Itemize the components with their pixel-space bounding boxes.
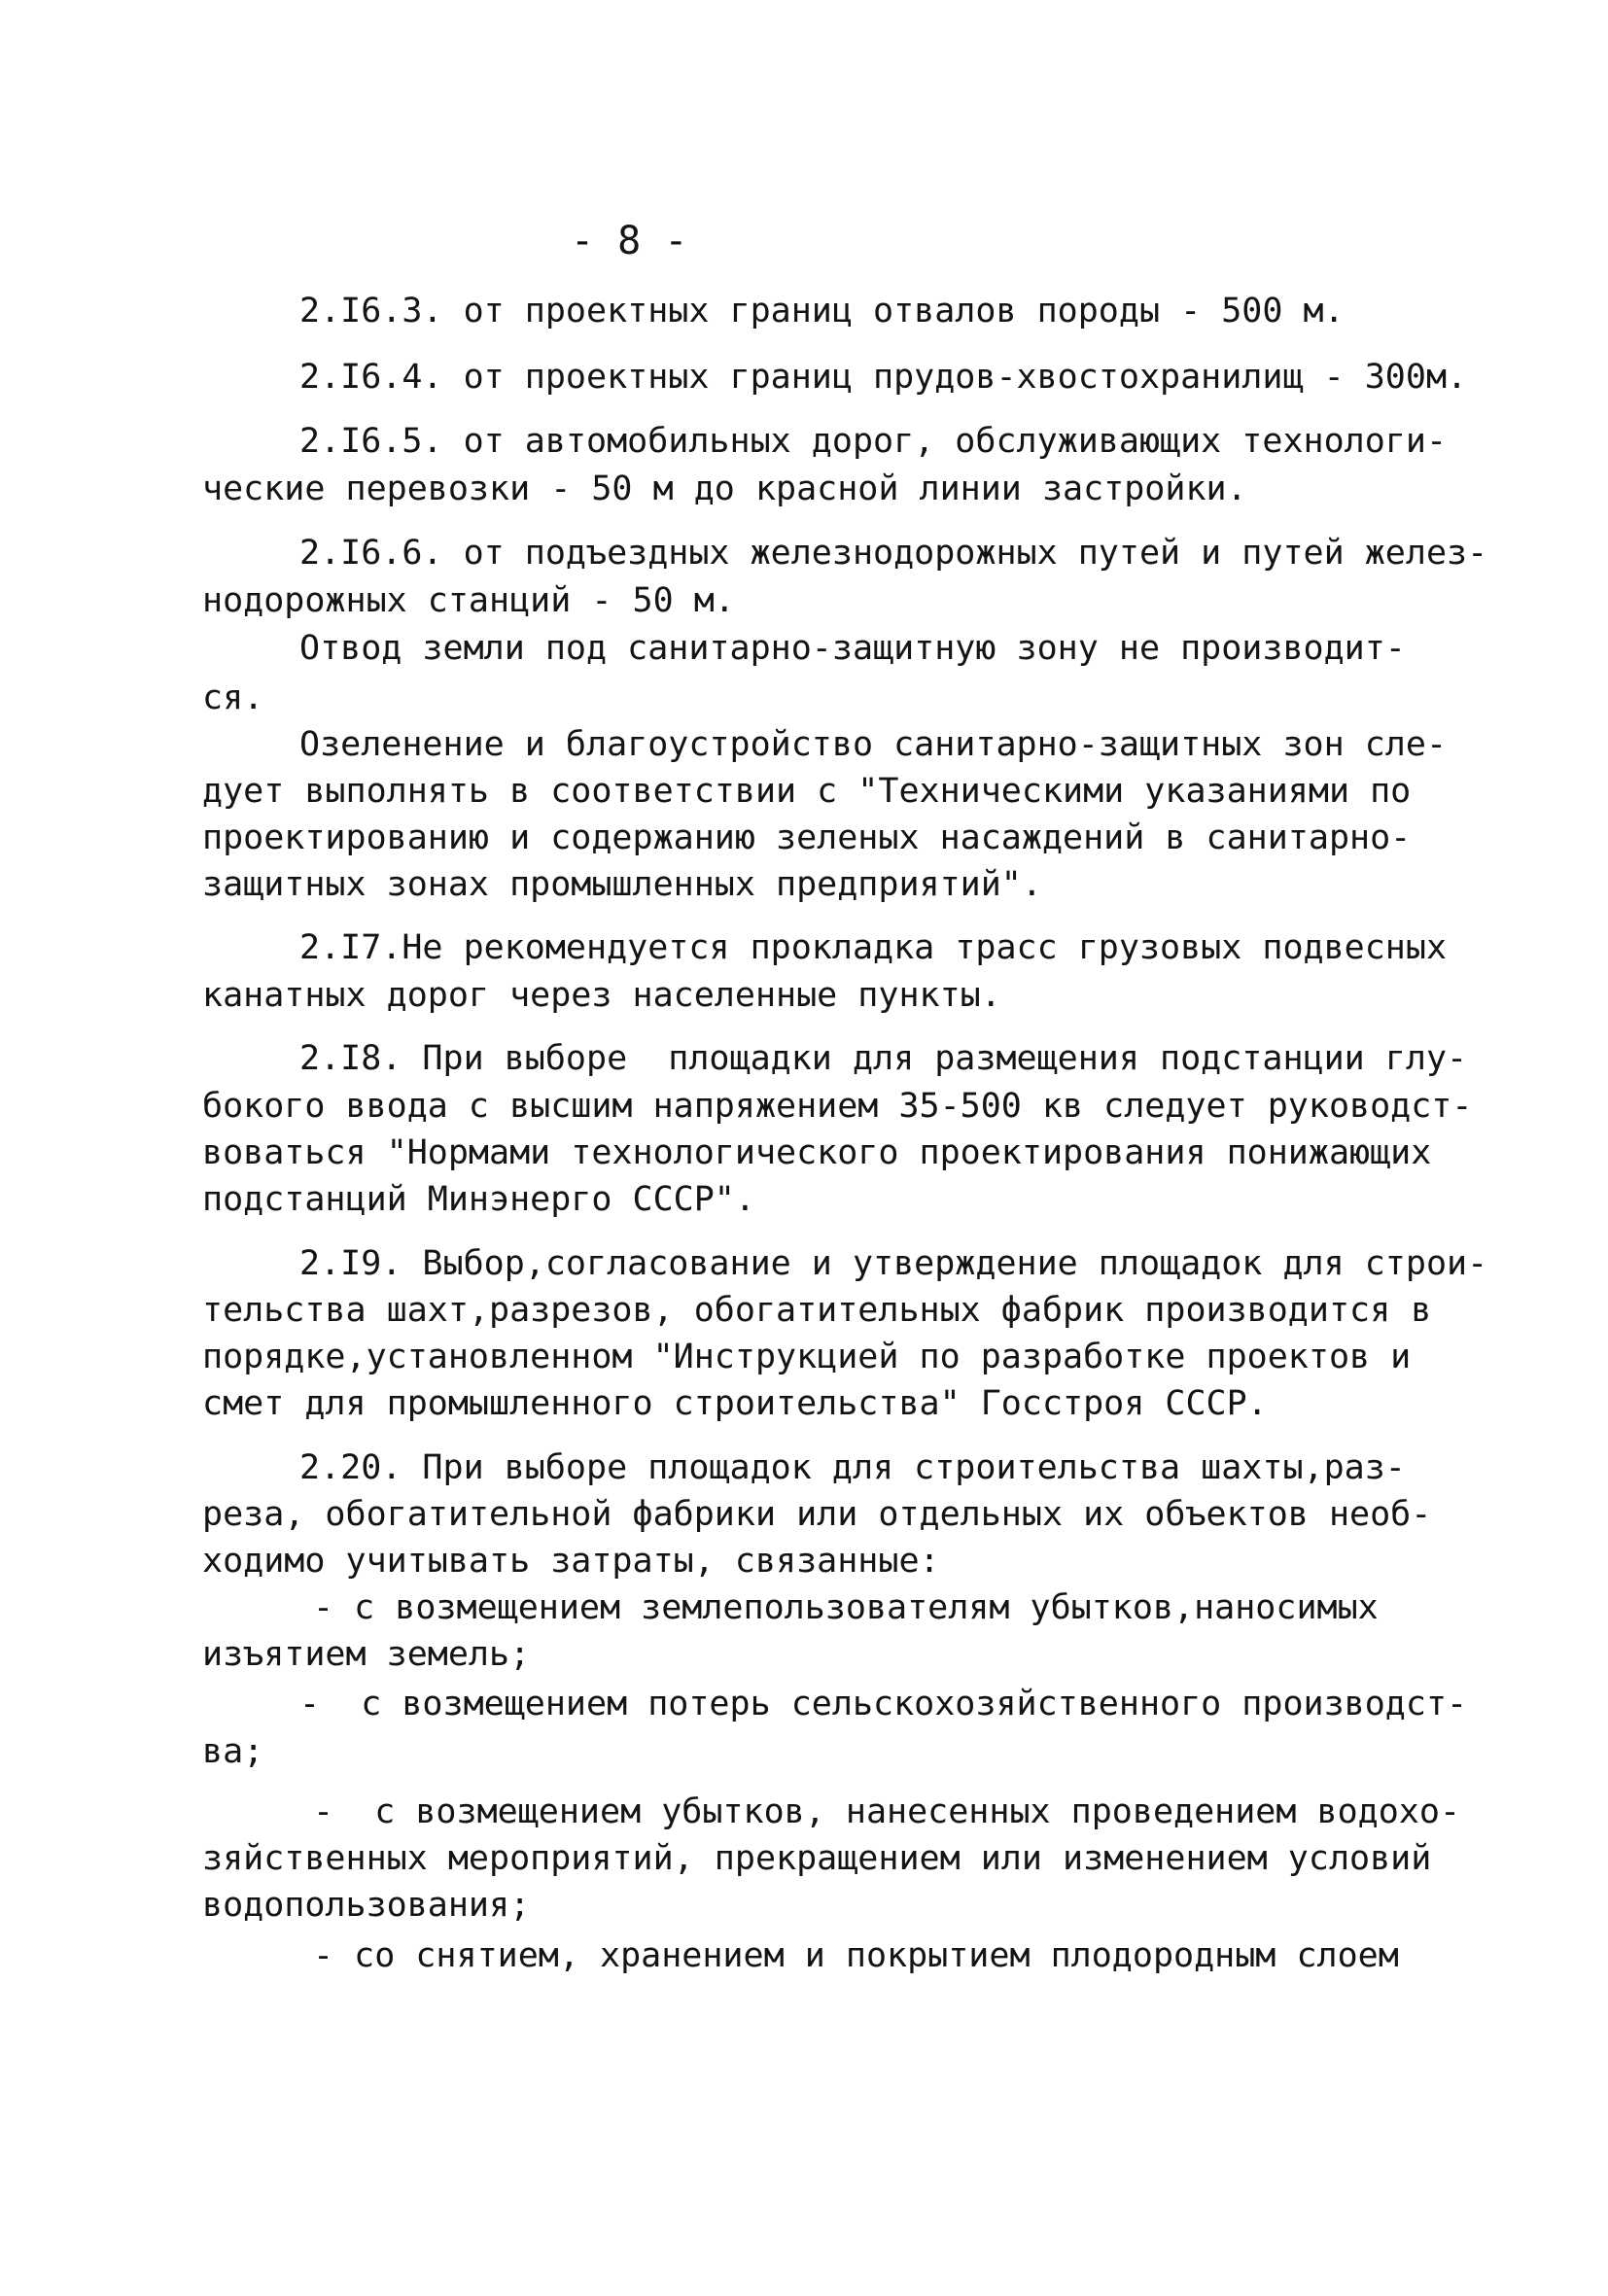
text-line: 2.I6.4. от проектных границ прудов-хвостохранилищ - 300м. <box>299 358 1468 397</box>
text-line: канатных дорог через населенные пункты. <box>202 976 1001 1015</box>
text-line: проектированию и содержанию зеленых насаждений в санитарно- <box>202 818 1412 857</box>
text-line: 2.I6.5. от автомобильных дорог, обслуживающих технологи- <box>299 422 1448 461</box>
text-line: бокого ввода с высшим напряжением 35-500 кв следует руководст- <box>202 1087 1473 1126</box>
text-line: нодорожных станций - 50 м. <box>202 581 735 620</box>
text-line: воваться "Нормами технологического проектирования понижающих <box>202 1133 1432 1172</box>
text-line: - с возмещением убытков, нанесенных проведением водохо- <box>313 1792 1461 1831</box>
text-line: водопользования; <box>202 1886 531 1925</box>
text-line: ческие перевозки - 50 м до красной линии застройки. <box>202 470 1247 508</box>
text-line: Отвод земли под санитарно-защитную зону не производит- <box>299 629 1406 668</box>
text-line: ся. <box>202 678 264 717</box>
text-line: защитных зонах промышленных предприятий". <box>202 865 1042 904</box>
text-line: 2.I6.3. от проектных границ отвалов породы - 500 м. <box>299 292 1345 330</box>
text-line: тельства шахт,разрезов, обогатительных фабрик производится в <box>202 1291 1432 1330</box>
text-line: дует выполнять в соответствии с "Техническими указаниями по <box>202 772 1412 811</box>
text-line: смет для промышленного строительства" Госстроя СССР. <box>202 1384 1268 1423</box>
text-line: - со снятием, хранением и покрытием плодородным слоем <box>313 1936 1399 1975</box>
text-line: 2.I8. При выборе площадки для размещения подстанции глу- <box>299 1039 1468 1078</box>
text-line: реза, обогатительной фабрики или отдельных их объектов необ- <box>202 1495 1432 1534</box>
text-line: 2.I9. Выбор,согласование и утверждение площадок для строи- <box>299 1244 1488 1283</box>
text-line: Озеленение и благоустройство санитарно-защитных зон сле- <box>299 725 1448 764</box>
text-line: ва; <box>202 1732 264 1771</box>
text-line: - с возмещением землепользователям убытков,наносимых <box>313 1588 1379 1627</box>
text-line: порядке,установленном "Инструкцией по разработке проектов и <box>202 1338 1412 1376</box>
text-line: подстанций Минэнерго СССР". <box>202 1180 755 1219</box>
text-line: 2.20. При выборе площадок для строительства шахты,раз- <box>299 1448 1406 1487</box>
text-line: ходимо учитывать затраты, связанные: <box>202 1542 940 1581</box>
page-number: - 8 - <box>571 219 688 263</box>
text-line: 2.I7.Не рекомендуется прокладка трасс грузовых подвесных <box>299 928 1448 967</box>
text-line: зяйственных мероприятий, прекращением или изменением условий <box>202 1839 1432 1878</box>
text-line: изъятием земель; <box>202 1635 531 1674</box>
text-line: - с возмещением потерь сельскохозяйственного производст- <box>299 1685 1468 1723</box>
text-line: 2.I6.6. от подъездных железнодорожных путей и путей желез- <box>299 534 1488 573</box>
